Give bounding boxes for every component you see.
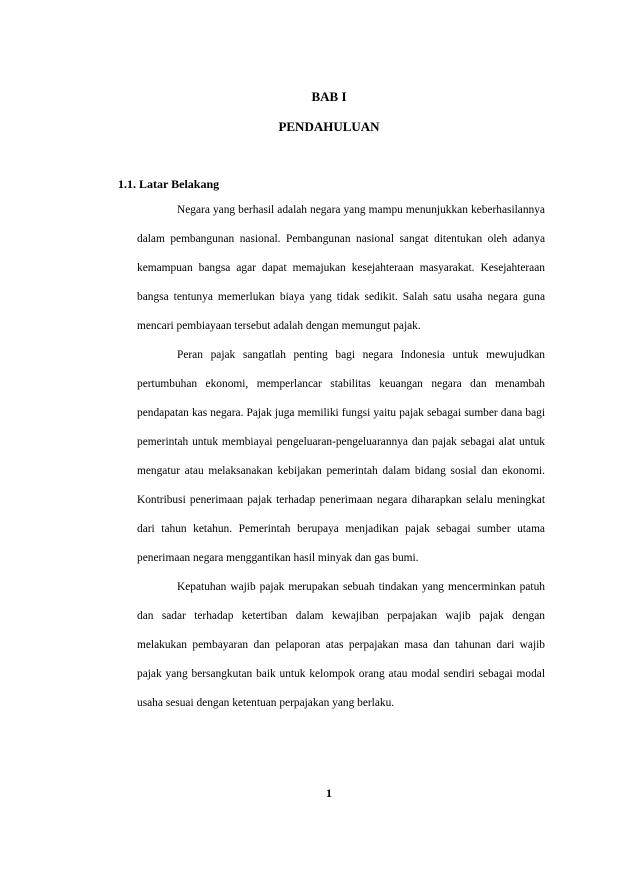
chapter-title: PENDAHULUAN — [278, 119, 380, 134]
paragraph-3: Kepatuhan wajib pajak merupakan sebuah tindakan yang mencerminkan patuh dan sadar terhadap ketertiban dalam kewajiban perpajakan wajib pajak dengan melakukan pembayaran dan pelaporan atas perpajakan masa dan tahunan dari wajib pajak yang bersangkutan baik untuk kelompok orang atau modal sendiri sebagai modal usaha sesuai dengan ketentuan perpajakan yang berlaku. — [137, 581, 545, 709]
chapter-number: BAB I — [311, 89, 347, 104]
section-heading: 1.1. Latar Belakang — [118, 177, 220, 191]
body-text — [137, 196, 545, 718]
paragraph-1: Negara yang berhasil adalah negara yang mampu menunjukkan keberhasilannya dalam pembangunan nasional. Pembangunan nasional sangat ditentukan oleh adanya kemampuan bangsa agar dapat memajukan kesejahteraan masyarakat. Kesejahteraan bangsa tentunya memerlukan biaya yang tidak sedikit. Salah satu usaha negara guna mencari pembiayaan tersebut adalah dengan memungut pajak. — [137, 204, 545, 332]
page-number: 1 — [326, 786, 332, 800]
paragraph-2: Peran pajak sangatlah penting bagi negara Indonesia untuk mewujudkan pertumbuhan ekonomi, memperlancar stabilitas keuangan negara dan menambah pendapatan kas negara. Pajak juga memiliki fungsi yaitu pajak sebagai sumber dana bagi pemerintah untuk membiayai pengeluaran-pengeluarannya dan pajak sebagai alat untuk mengatur atau melaksanakan kebijakan pemerintah dalam bidang sosial dan ekonomi. Kontribusi penerimaan pajak terhadap penerimaan negara diharapkan selalu meningkat dari tahun ketahun. Pemerintah berupaya menjadikan pajak sebagai sumber utama penerimaan negara menggantikan hasil minyak dan gas bumi. — [137, 349, 545, 564]
